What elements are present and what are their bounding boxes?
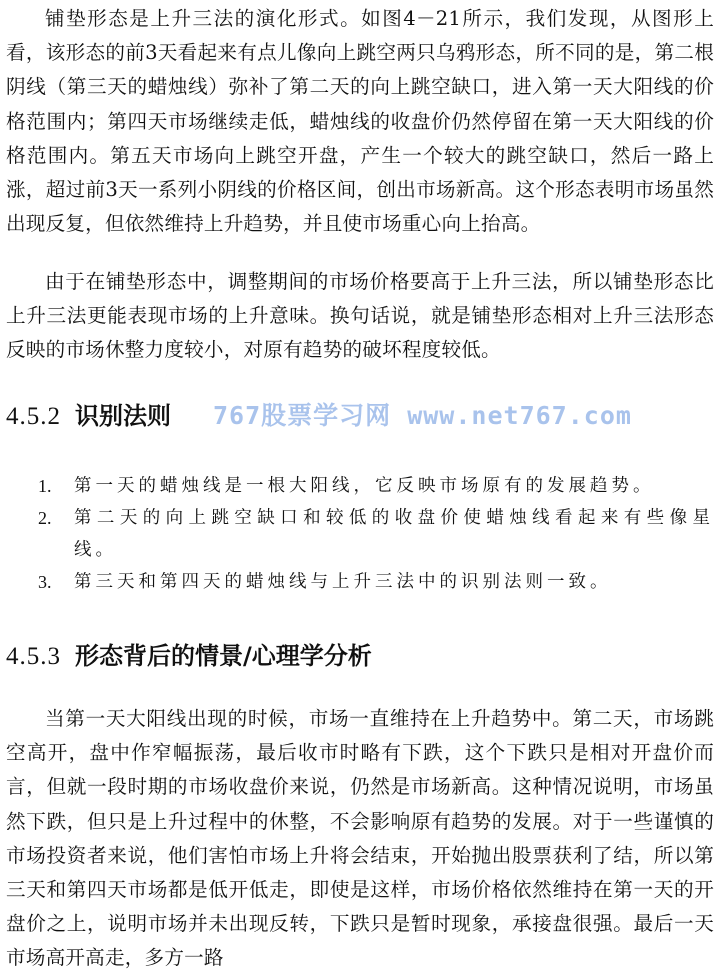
section-number: 4.5.3 [6, 643, 61, 670]
section-title: 形态背后的情景/心理学分析 [75, 642, 372, 670]
rule-text: 第三天和第四天的蜡烛线与上升三法中的识别法则一致。 [74, 572, 612, 592]
paragraph-pattern-description: 铺垫形态是上升三法的演化形式。如图4－21所示，我们发现，从图形上看，该形态的前3天看起来有点儿像向上跳空两只乌鸦形态，所不同的是，第二根阴线（第三天的蜡烛线）弥补了第二天的向上跳空缺口，进入第一天大阳线的价格范围内；第四天市场继续走低，蜡烛线的收盘价仍然停留在第一天大阳线的价格范围内。第五天市场向上跳空开盘，产生一个较大的跳空缺口，然后一路上涨，超过前3天一系列小阴线的价格区间，创出市场新高。这个形态表明市场虽然出现反复，但依然维持上升趋势，并且使市场重心向上抬高。 [6, 7, 714, 236]
rule-item [38, 566, 714, 598]
section-number: 4.5.2 [6, 403, 61, 430]
rule-item [38, 470, 714, 502]
identification-rules-list [38, 470, 714, 598]
section-title: 识别法则 [75, 402, 171, 430]
rule-item [38, 502, 714, 566]
rule-text: 第一天的蜡烛线是一根大阳线，它反映市场原有的发展趋势。 [74, 476, 655, 496]
section-heading-psychology-analysis [6, 636, 712, 676]
rule-text: 第二天的向上跳空缺口和较低的收盘价使蜡烛线看起来有些像星线。 [74, 508, 714, 560]
paragraph-psychology: 当第一天大阳线出现的时候，市场一直维持在上升趋势中。第二天，市场跳空高开，盘中作窄幅振荡，最后收市时略有下跌，这个下跌只是相对开盘价而言，但就一段时期的市场收盘价来说，仍然是市场新高。这种情况说明，市场虽然下跌，但只是上升过程中的休整，不会影响原有趋势的发展。对于一些谨慎的市场投资者来说，他们害怕市场上升将会结束，开始抛出股票获利了结，所以第三天和第四天市场都是低开低走，即使是这样，市场价格依然维持在第一天的开盘价之上，说明市场并未出现反转，下跌只是暂时现象，承接盘很强。最后一天市场高开高走，多方一路 [6, 707, 714, 969]
rule-number: 2. [38, 508, 52, 528]
rule-number: 1. [38, 476, 52, 496]
rule-number: 3. [38, 572, 52, 592]
paragraph-comparison: 由于在铺垫形态中，调整期间的市场价格要高于上升三法，所以铺垫形态比上升三法更能表现市场的上升意味。换句话说，就是铺垫形态相对上升三法形态反映的市场休整力度较小，对原有趋势的破坏程度较低。 [6, 270, 714, 362]
watermark: 767股票学习网 www.net767.com [213, 401, 632, 430]
